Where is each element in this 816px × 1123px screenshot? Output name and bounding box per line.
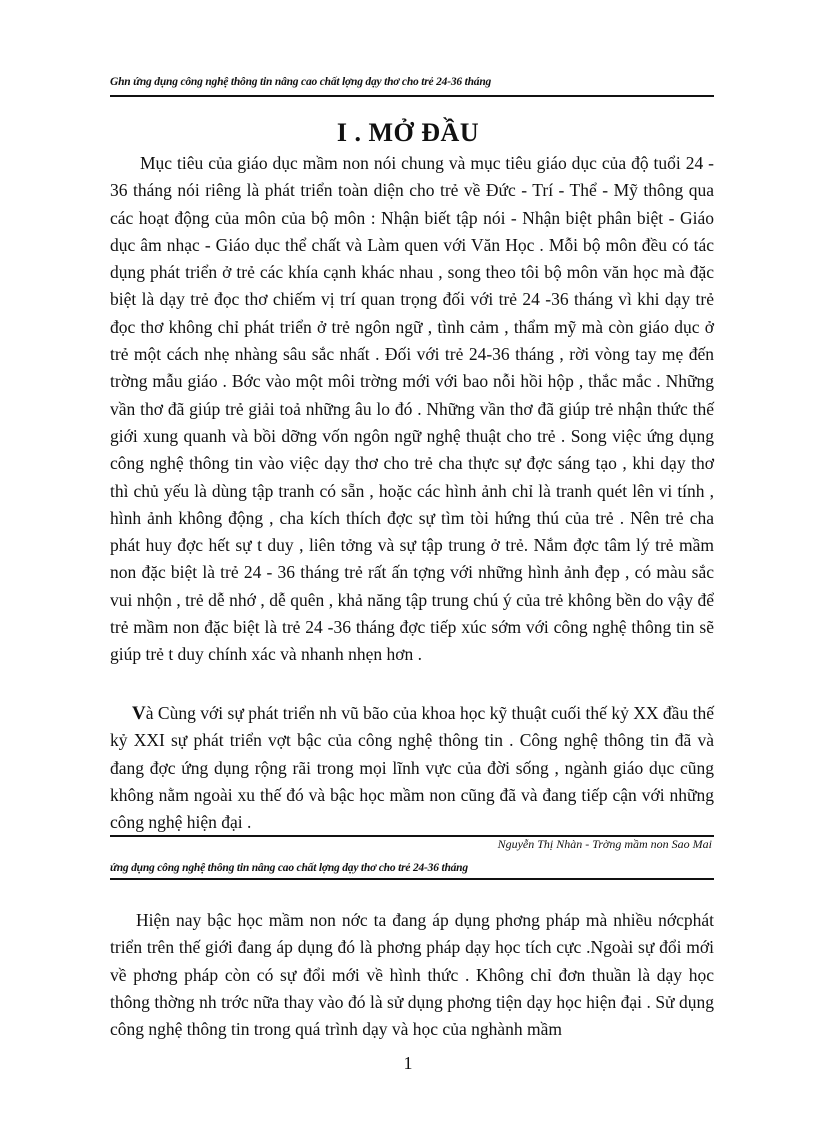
- paragraph-2-text: à Cùng với sự phát triển nh vũ bão của khoa học kỹ thuật cuối thế kỷ XX đầu thế kỷ XXI sự phát triển vợt bậc của công nghệ thông tin . Công nghệ thông tin đã và đang đợc ứng dụng rộng rãi trong mọi lĩnh vực của đời sống , ngành giáo dục cũng không nằm ngoài xu thế đó và bậc học mầm non cũng đã và đang tiếp cận với những công nghệ hiện đại .: [110, 703, 714, 833]
- paragraph-1: Mục tiêu của giáo dục mầm non nói chung và mục tiêu giáo dục của độ tuổi 24 - 36 tháng nói riêng là phát triển toàn diện cho trẻ về Đức - Trí - Thể - Mỹ thông qua các hoạt động của môn của bộ môn : Nhận biết tập nói - Nhận biệt phân biệt - Giáo dục âm nhạc - Giáo dục thể chất và Làm quen với Văn Học . Mỗi bộ môn đều có tác dụng phát triển ở trẻ các khía cạnh khác nhau , song theo tôi bộ môn văn học mà đặc biệt là dạy trẻ đọc thơ chiếm vị trí quan trọng đối với trẻ 24 -36 tháng vì khi dạy trẻ đọc thơ không chỉ phát triển ở trẻ ngôn ngữ , tình cảm , thẩm mỹ mà còn giáo dục ở trẻ một cách nhẹ nhàng sâu sắc nhất . Đối với trẻ 24-36 tháng , rời vòng tay mẹ đến trờng mẫu giáo . Bớc vào một môi trờng mới với bao nỗi hồi hộp , thắc mắc . Những vần thơ đã giúp trẻ giải toả những âu lo đó . Những vần thơ đã giúp trẻ nhận thức thế giới xung quanh và bồi dỡng vốn ngôn ngữ nghệ thuật cho trẻ . Song việc ứng dụng công nghệ thông tin vào việc dạy thơ cho trẻ cha thực sự đợc sáng tạo , khi dạy thơ thì chủ yếu là dùng tập tranh có sẵn , hoặc các hình ảnh chỉ là tranh quét lên vi tính , hình ảnh không động , cha kích thích đợc sự tìm tòi hứng thú của trẻ . Nên trẻ cha phát huy đợc hết sự t duy , liên tởng và sự tập trung ở trẻ. Nắm đợc tâm lý trẻ mầm non đặc biệt là trẻ 24 - 36 tháng trẻ rất ấn tợng với những hình ảnh đẹp , có màu sắc vui nhộn , trẻ dễ nhớ , dễ quên , khả năng tập trung chú ý của trẻ không bền do vậy để trẻ mầm non đặc biệt là trẻ 24 -36 tháng đợc tiếp xúc sớm với công nghệ thông tin sẽ giúp trẻ t duy chính xác và nhanh nhẹn hơn .: [110, 153, 714, 665]
- header-rule-bottom: [110, 878, 714, 880]
- body-section-1: [110, 150, 714, 669]
- section-title: I . MỞ ĐẦU: [336, 118, 480, 147]
- page-number: 1: [403, 1053, 413, 1073]
- header-rule-top: [110, 95, 714, 97]
- paragraph-2: [110, 700, 714, 836]
- paragraph-3: Hiện nay bậc học mầm non nớc ta đang áp dụng phơng pháp mà nhiều nớcphát triển trên thế giới đang áp dụng đó là phơng pháp dạy học tích cực .Ngoài sự đổi mới về phơng pháp còn có sự đổi mới về hình thức . Không chỉ đơn thuần là dạy học thông thờng nh trớc nữa thay vào đó là sử dụng phơng tiện dạy học hiện đại . Sử dụng công nghệ thông tin trong quá trình dạy và học của nghành mầm: [110, 910, 714, 1040]
- body-section-2: [110, 700, 714, 836]
- author-line: Nguyễn Thị Nhàn - Trờng mầm non Sao Mai: [497, 837, 712, 851]
- running-header-bottom: ứng dụng công nghệ thông tin nâng cao chất lợng dạy thơ cho trẻ 24-36 tháng: [110, 862, 468, 874]
- paragraph-2-dropcap: V: [132, 703, 146, 724]
- running-header-top: Ghn ứng dụng công nghệ thông tin nâng cao chất lợng dạy thơ cho trẻ 24-36 tháng: [110, 76, 492, 88]
- body-section-3: [110, 907, 714, 1043]
